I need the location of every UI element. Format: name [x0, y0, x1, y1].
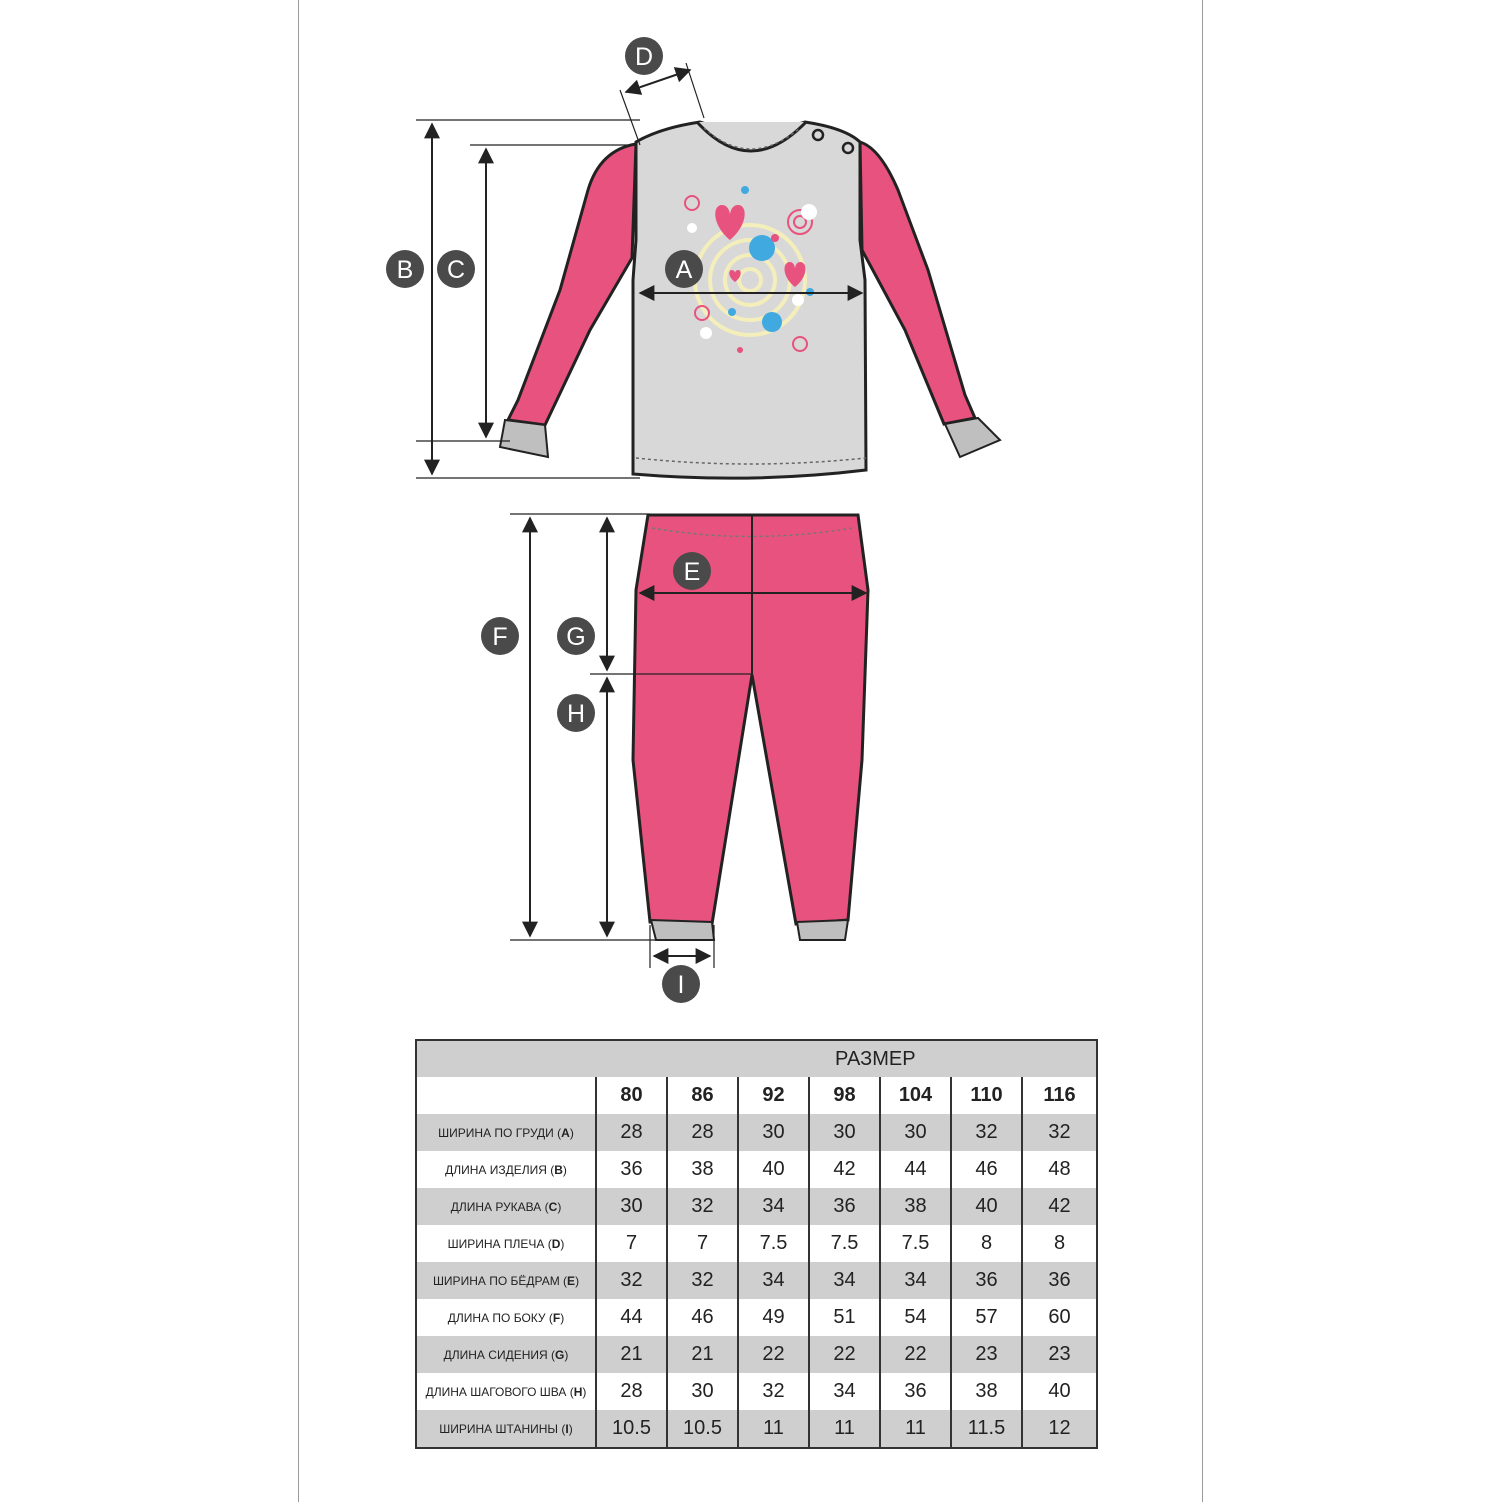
value-cell: 32 [951, 1114, 1022, 1151]
value-cell: 44 [596, 1299, 667, 1336]
table-row [416, 1151, 1097, 1188]
value-cell: 36 [809, 1188, 880, 1225]
value-cell: 34 [738, 1188, 809, 1225]
value-cell: 34 [809, 1262, 880, 1299]
label-a [665, 250, 703, 288]
value-cell: 23 [1022, 1336, 1097, 1373]
value-cell: 11 [809, 1410, 880, 1448]
svg-text:G: G [566, 623, 586, 651]
value-cell: 30 [667, 1373, 738, 1410]
size-cell: 98 [809, 1077, 880, 1114]
value-cell: 40 [1022, 1373, 1097, 1410]
value-cell: 23 [951, 1336, 1022, 1373]
table-row [416, 1225, 1097, 1262]
row-label: ДЛИНА ПО БОКУ (F) [416, 1299, 596, 1336]
size-table [415, 1039, 1098, 1449]
size-cell: 104 [880, 1077, 951, 1114]
value-cell: 30 [809, 1114, 880, 1151]
value-cell: 34 [880, 1262, 951, 1299]
value-cell: 7.5 [738, 1225, 809, 1262]
label-c [437, 250, 475, 288]
shirt-illustration [500, 122, 1000, 478]
table-row [416, 1336, 1097, 1373]
pants-illustration [633, 515, 868, 940]
label-e [673, 552, 711, 590]
row-label: ШИРИНА ПЛЕЧА (D) [416, 1225, 596, 1262]
value-cell: 38 [667, 1151, 738, 1188]
value-cell: 7.5 [880, 1225, 951, 1262]
table-row [416, 1262, 1097, 1299]
value-cell: 32 [667, 1262, 738, 1299]
value-cell: 22 [880, 1336, 951, 1373]
value-cell: 34 [809, 1373, 880, 1410]
value-cell: 7 [596, 1225, 667, 1262]
value-cell: 22 [738, 1336, 809, 1373]
value-cell: 11.5 [951, 1410, 1022, 1448]
left-pant-cuff [651, 920, 714, 940]
value-cell: 30 [880, 1114, 951, 1151]
size-cell: 116 [1022, 1077, 1097, 1114]
value-cell: 57 [951, 1299, 1022, 1336]
corner-cell [416, 1077, 596, 1114]
value-cell: 8 [1022, 1225, 1097, 1262]
table-title-row [416, 1040, 1097, 1077]
row-label: ДЛИНА ШАГОВОГО ШВА (H) [416, 1373, 596, 1410]
size-cell: 110 [951, 1077, 1022, 1114]
value-cell: 11 [880, 1410, 951, 1448]
value-cell: 32 [1022, 1114, 1097, 1151]
svg-text:A: A [675, 256, 693, 284]
value-cell: 32 [667, 1188, 738, 1225]
value-cell: 54 [880, 1299, 951, 1336]
right-sleeve [860, 142, 975, 424]
value-cell: 28 [667, 1114, 738, 1151]
right-cuff [945, 418, 1000, 457]
sizes-row [416, 1077, 1097, 1114]
svg-text:D: D [634, 43, 654, 71]
label-i [662, 965, 700, 1003]
table-row [416, 1114, 1097, 1151]
label-f [481, 617, 519, 655]
label-g [557, 617, 595, 655]
flower-icon [762, 312, 782, 332]
value-cell: 10.5 [667, 1410, 738, 1448]
table-header: РАЗМЕР [416, 1040, 1097, 1077]
value-cell: 40 [738, 1151, 809, 1188]
left-sleeve [508, 144, 636, 425]
value-cell: 10.5 [596, 1410, 667, 1448]
svg-text:C: C [446, 256, 466, 284]
table-row [416, 1299, 1097, 1336]
size-cell: 92 [738, 1077, 809, 1114]
value-cell: 38 [951, 1373, 1022, 1410]
value-cell: 38 [880, 1188, 951, 1225]
value-cell: 42 [1022, 1188, 1097, 1225]
svg-text:F: F [492, 623, 508, 651]
label-d [625, 37, 663, 75]
value-cell: 7 [667, 1225, 738, 1262]
row-label: ШИРИНА ШТАНИНЫ (I) [416, 1410, 596, 1448]
value-cell: 30 [738, 1114, 809, 1151]
value-cell: 40 [951, 1188, 1022, 1225]
value-cell: 44 [880, 1151, 951, 1188]
table-row [416, 1373, 1097, 1410]
value-cell: 36 [880, 1373, 951, 1410]
value-cell: 7.5 [809, 1225, 880, 1262]
value-cell: 48 [1022, 1151, 1097, 1188]
left-cuff [500, 420, 548, 457]
svg-text:I: I [677, 971, 685, 999]
value-cell: 8 [951, 1225, 1022, 1262]
value-cell: 12 [1022, 1410, 1097, 1448]
value-cell: 46 [667, 1299, 738, 1336]
pants-body [633, 515, 868, 924]
value-cell: 28 [596, 1114, 667, 1151]
svg-text:E: E [683, 558, 701, 586]
shirt-body [633, 122, 866, 478]
value-cell: 21 [596, 1336, 667, 1373]
value-cell: 21 [667, 1336, 738, 1373]
row-label: ДЛИНА РУКАВА (C) [416, 1188, 596, 1225]
svg-text:H: H [566, 700, 586, 728]
value-cell: 49 [738, 1299, 809, 1336]
label-h [557, 694, 595, 732]
table-row [416, 1188, 1097, 1225]
size-cell: 80 [596, 1077, 667, 1114]
value-cell: 11 [738, 1410, 809, 1448]
size-cell: 86 [667, 1077, 738, 1114]
value-cell: 60 [1022, 1299, 1097, 1336]
value-cell: 22 [809, 1336, 880, 1373]
value-cell: 34 [738, 1262, 809, 1299]
row-label: ШИРИНА ПО БЁДРАМ (E) [416, 1262, 596, 1299]
value-cell: 32 [738, 1373, 809, 1410]
value-cell: 36 [951, 1262, 1022, 1299]
value-cell: 36 [596, 1151, 667, 1188]
svg-text:B: B [396, 256, 414, 284]
value-cell: 36 [1022, 1262, 1097, 1299]
label-b [386, 250, 424, 288]
row-label: ДЛИНА ИЗДЕЛИЯ (B) [416, 1151, 596, 1188]
row-label: ШИРИНА ПО ГРУДИ (A) [416, 1114, 596, 1151]
flower-icon [749, 235, 775, 261]
row-label: ДЛИНА СИДЕНИЯ (G) [416, 1336, 596, 1373]
right-pant-cuff [797, 920, 848, 940]
value-cell: 32 [596, 1262, 667, 1299]
value-cell: 51 [809, 1299, 880, 1336]
table-row [416, 1410, 1097, 1448]
value-cell: 30 [596, 1188, 667, 1225]
value-cell: 28 [596, 1373, 667, 1410]
value-cell: 46 [951, 1151, 1022, 1188]
value-cell: 42 [809, 1151, 880, 1188]
